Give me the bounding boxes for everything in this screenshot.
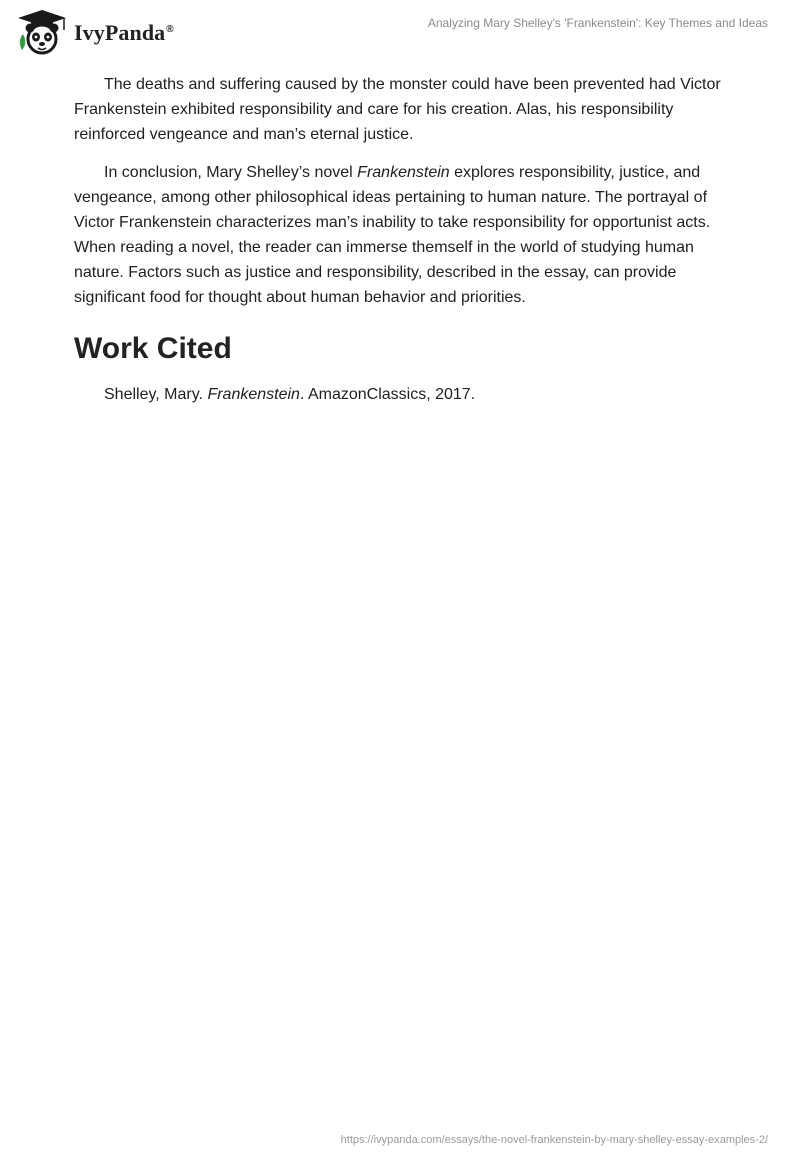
panda-graduation-cap-icon <box>14 8 70 56</box>
citation-publisher: . AmazonClassics, 2017. <box>299 386 476 403</box>
works-cited-heading: Work Cited <box>74 332 232 365</box>
body-paragraph: The deaths and suffering caused by the monster could have been prevented had Victor Frankenstein exhibited responsibility and care for his creation. Alas, his responsibility reinforced vengeance and man’s eternal justice. <box>74 76 721 143</box>
book-title: Frankenstein <box>357 164 450 181</box>
citation-title: Frankenstein <box>207 386 300 403</box>
brand-name: IvyPanda® <box>74 20 174 45</box>
page-header <box>0 0 800 62</box>
paragraph-text: explores responsibility, justice, and vengeance, among other philosophical ideas pertaining to human nature. The portrayal of Victor Frankenstein characterizes man’s inability to take responsibility for opportunist acts. When reading a novel, the reader can immerse themself in the world of studying human nature. Factors such as justice and responsibility, described in the essay, can provide significant food for thought about human behavior and priorities. <box>74 164 711 306</box>
body-paragraph <box>74 160 734 310</box>
paragraph-text: In conclusion, Mary Shelley’s novel <box>104 164 358 181</box>
ivypanda-logo[interactable] <box>14 8 174 56</box>
source-url-link[interactable]: https://ivypanda.com/essays/the-novel-frankenstein-by-mary-shelley-essay-examples-2/ <box>340 1134 768 1146</box>
running-title: Analyzing Mary Shelley's 'Frankenstein': Key Themes and Ideas <box>427 16 768 30</box>
citation-author: Shelley, Mary. <box>104 386 208 403</box>
essay-content <box>74 72 734 407</box>
citation-entry <box>74 382 734 407</box>
registered-mark: ® <box>166 23 174 35</box>
